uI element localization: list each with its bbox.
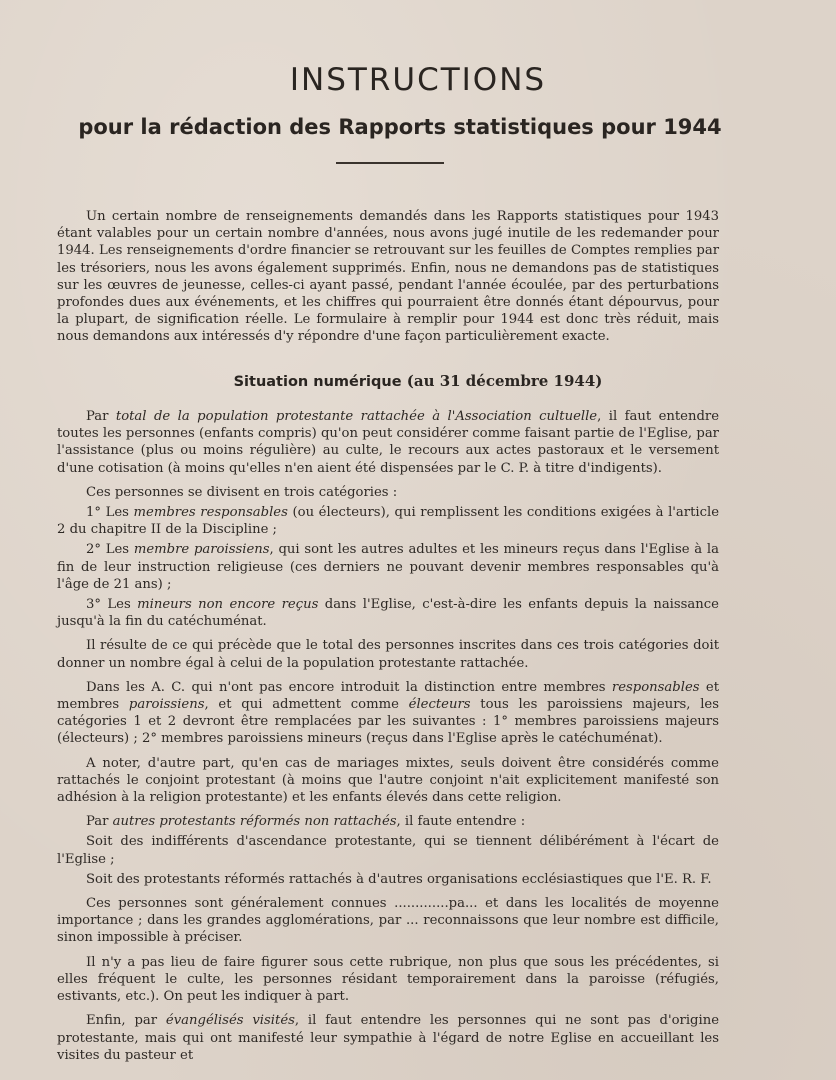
text-run: , il faut entendre toutes les personnes (enfants compris) qu'on peut considérer comme faisant partie de l'Eglise, par l'assistance (plus ou moins régulière) au culte, le recours aux actes pastoraux et le versement d'une cotisation (à moins qu'elles n'en aient été dispensées par le C. P. à titre d'indigents). <box>57 409 720 476</box>
paragraph-categories-intro: Ces personnes se divisent en trois catégories : <box>86 484 398 500</box>
text-run: 1° Les <box>86 505 134 521</box>
text-run: Par <box>86 409 116 424</box>
italic-term: mineurs non encore reçus <box>137 597 319 613</box>
main-section <box>57 408 719 1071</box>
italic-term: autres protestants réformés non rattachés <box>112 814 397 830</box>
text-run: , et qui admettent comme <box>204 697 409 713</box>
intro-paragraph: Un certain nombre de renseignements demandés dans les Rapports statistiques pour 1943 étant valables pour un certain nombre d'années, nous avons jugé inutile de les redemander pour 1944. Les renseignements d'ordre financier se retrouvant sur les feuilles de Comptes remplies par les trésoriers, nous les avons également supprimés. Enfin, nous ne demandons pas de statistiques sur les œuvres de jeunesse, celles-ci ayant passé, pendant l'année écoulée, par des perturbations profondes dues aux événements, et les chiffres qui pourraient être donnés étant dépourvus, pour la plupart, de signification réelle. Le formulaire à remplir pour 1944 est donc très réduit, mais nous demandons aux intéressés d'y répondre d'une façon particulièrement exacte. <box>57 209 719 345</box>
paragraph-population-total <box>57 408 719 477</box>
paragraph-evangelised <box>57 1012 719 1064</box>
paragraph-temporary-residents: Il n'y a pas lieu de faire figurer sous cette rubrique, non plus que sous les précédentes, si elles fréquent le culte, les personnes résidant temporairement dans la paroisse (réfugiés, estivants, etc.). On peut les indiquer à part. <box>57 954 719 1005</box>
italic-term: paroissiens <box>128 697 205 713</box>
paragraph-category-1 <box>57 504 719 538</box>
text-run: Dans les A. C. qui n'ont pas encore introduit la distinction entre membres <box>86 679 612 695</box>
paragraph-other-protestants <box>57 813 719 830</box>
text-run: 3° Les <box>86 597 138 613</box>
text-run: tous les paroissiens majeurs, les catégories 1 et 2 devront être remplacées par les suivantes : 1° membres paroissiens majeurs (électeurs) ; 2° membres paroissiens mineurs (reçus dans l'Eglise après le catéchuménat). <box>57 697 719 747</box>
text-run: et membres <box>57 679 719 713</box>
paragraph-other-organisations: Soit des protestants réformés rattachés à d'autres organisations ecclésiastiques que l'E. R. F. <box>86 871 712 887</box>
italic-term: responsables <box>611 679 700 695</box>
section-heading <box>0 372 836 390</box>
text-run: (ou électeurs), qui remplissent les conditions exigées à l'article 2 du chapitre II de la Discipline ; <box>57 505 719 538</box>
italic-term: membres responsables <box>133 505 288 521</box>
section-heading-title: Situation numérique <box>233 374 402 390</box>
paragraph-category-2 <box>57 541 719 593</box>
intro-section <box>57 208 719 353</box>
text-run: dans l'Eglise, c'est-à-dire les enfants depuis la naissance jusqu'à la fin du catéchuménat. <box>57 597 719 630</box>
italic-term: membre paroissiens <box>133 542 270 558</box>
document-subtitle: pour la rédaction des Rapports statistiques pour 1944 <box>78 115 722 139</box>
paragraph-known-persons: Ces personnes sont généralement connues .............pa... et dans les localités de moyenne importance ; dans les grandes agglomérations, par ... reconnaissons que leur nombre est difficile, sinon impossible à préciser. <box>57 896 719 946</box>
text-run: 2° Les <box>86 542 134 558</box>
title-divider <box>336 162 444 164</box>
italic-term: évangélisés visités <box>165 1013 295 1029</box>
paragraph-ac-distinction <box>57 679 719 748</box>
paragraph-total-result: Il résulte de ce qui précède que le total des personnes inscrites dans ces trois catégories doit donner un nombre égal à celui de la population protestante rattachée. <box>57 638 719 671</box>
text-run: , il faute entendre : <box>396 814 526 830</box>
italic-term: total de la population protestante rattachée à l'Association cultuelle <box>115 409 598 424</box>
italic-term: électeurs <box>408 697 471 713</box>
document-title: INSTRUCTIONS <box>289 62 547 98</box>
paragraph-category-3 <box>57 596 719 630</box>
text-run: Enfin, par <box>86 1013 166 1029</box>
paragraph-mixed-marriages: A noter, d'autre part, qu'en cas de mariages mixtes, seuls doivent être considérés comme rattachés le conjoint protestant (à moins que l'autre conjoint n'ait explicitement manifesté son adhésion à la religion protestante) et les enfants élevés dans cette religion. <box>57 755 719 806</box>
text-run: , qui sont les autres adultes et les mineurs reçus dans l'Eglise à la fin de leur instruction religieuse (ces derniers ne pouvant devenir membres responsables qu'à l'âge de 21 ans) ; <box>57 542 719 592</box>
section-heading-date: (au 31 décembre 1944) <box>401 372 603 390</box>
text-run: , il faut entendre les personnes qui ne sont pas d'origine protestante, mais qui ont manifesté leur sympathie à l'égard de notre Eglise en accueillant les visites du pasteur et <box>57 1013 719 1063</box>
text-run: Par <box>86 814 113 830</box>
paragraph-indifferents: Soit des indifférents d'ascendance protestante, qui se tiennent délibérément à l'écart de l'Eglise ; <box>57 834 719 867</box>
